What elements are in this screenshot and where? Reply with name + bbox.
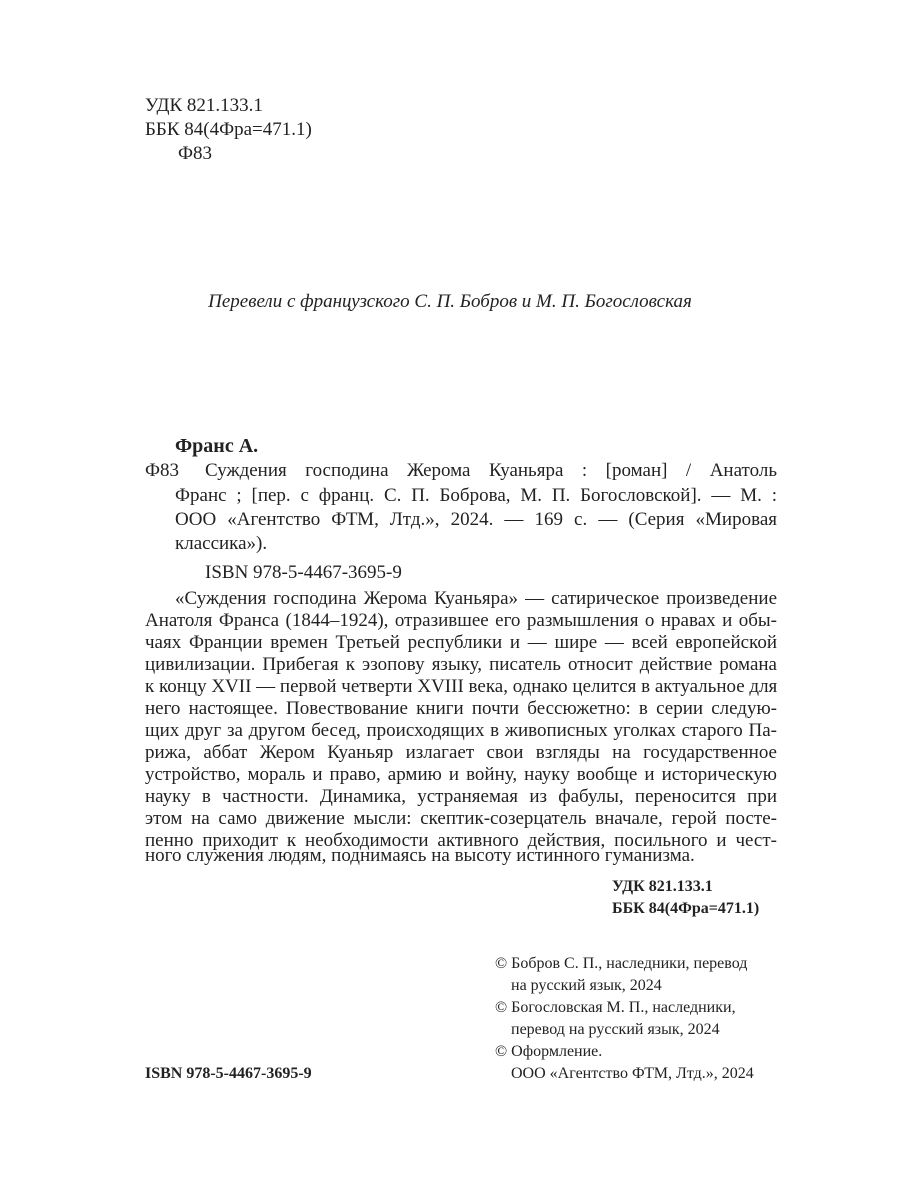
catalog-description-line: Суждения господина Жерома Куаньяра : [роман] / Анатоль (205, 460, 777, 481)
catalog-isbn: ISBN 978-5-4467-3695-9 (205, 562, 402, 583)
annotation-line: пенно приходит к необходимости активного действия, посильного и чест- (145, 830, 777, 851)
udk-code-bottom: УДК 821.133.1 (612, 878, 713, 895)
copyright-line: ООО «Агентство ФТМ, Лтд.», 2024 (511, 1065, 754, 1082)
annotation-line: рижа, аббат Жером Куаньяр излагает свои взгляды на государственное (145, 742, 777, 763)
copyright-line: на русский язык, 2024 (511, 977, 662, 994)
author-mark: Ф83 (178, 143, 213, 164)
annotation-line: «Суждения господина Жерома Куаньяра» — сатирическое произведение (175, 588, 777, 609)
translators-note: Перевели с французского С. П. Бобров и М. П. Богословская (208, 291, 692, 312)
catalog-description-line: классика»). (175, 533, 268, 554)
annotation-line: него настоящее. Повествование книги почти бессюжетно: в серии следую- (145, 698, 777, 719)
annotation-line: Анатоля Франса (1844–1924), отразившее его размышления о нравах и обы- (145, 610, 777, 631)
copyright-line: перевод на русский язык, 2024 (511, 1021, 720, 1038)
udk-code: УДК 821.133.1 (145, 95, 263, 116)
bbk-code: ББК 84(4Фра=471.1) (145, 119, 312, 140)
copyright-line: © Богословская М. П., наследники, (495, 999, 736, 1016)
annotation-line: науку в частности. Динамика, устраняемая из фабулы, переносится при (145, 786, 777, 807)
catalog-code: Ф83 (145, 460, 180, 481)
catalog-description-line: ООО «Агентство ФТМ, Лтд.», 2024. — 169 с. — (Серия «Мировая (175, 509, 777, 530)
annotation-line: этом на само движение мысли: скептик-созерцатель вначале, герой посте- (145, 808, 777, 829)
annotation-line: ного служения людям, поднимаясь на высоту истинного гуманизма. (145, 845, 695, 866)
annotation-line: щих друг за другом бесед, происходящих в живописных уголках старого Па- (145, 720, 777, 741)
annotation-line: к концу XVII — первой четверти XVIII века, однако целится в актуальное для (145, 676, 777, 697)
author-heading: Франс А. (175, 435, 259, 457)
annotation-line: цивилизации. Прибегая к эзопову языку, писатель относит действие романа (145, 654, 777, 675)
annotation-line: устройство, мораль и право, армию и войну, науку вообще и историческую (145, 764, 777, 785)
copyright-line: © Бобров С. П., наследники, перевод (495, 955, 748, 972)
bbk-code-bottom: ББК 84(4Фра=471.1) (612, 900, 760, 917)
copyright-line: © Оформление. (495, 1043, 603, 1060)
isbn-bottom: ISBN 978-5-4467-3695-9 (145, 1065, 312, 1082)
annotation-line: чаях Франции времен Третьей республики и — шире — всей европейской (145, 632, 777, 653)
catalog-description-line: Франс ; [пер. с франц. С. П. Боброва, М. П. Богословской]. — М. : (175, 485, 777, 506)
